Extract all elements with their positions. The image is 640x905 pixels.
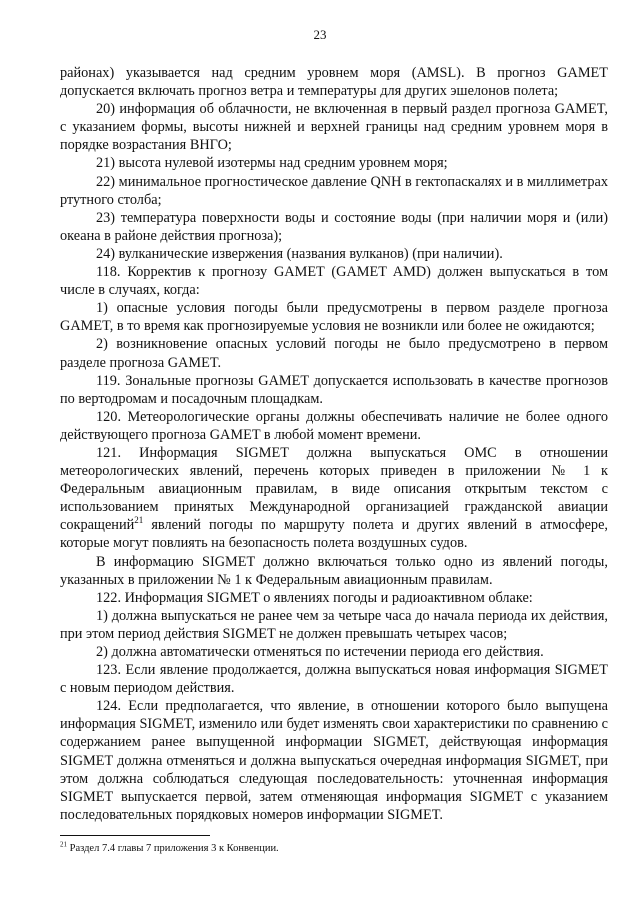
clause-121-text-continued: явлений погоды по маршруту полета и других явлений в атмосфере, которые могут повлиять на безопасность полета воздушных судов. [60, 517, 608, 552]
clause-124: 124. Если предполагается, что явление, в отношении которого было выпущена информация SIGMET, изменило или будет изменять свои характеристики по сравнению с содержанием ранее выпущенной информации SIGMET, действующая информация SIGMET должна отменяться и должна выпускаться очередная информация SIGMET, при этом должна соблюдаться следующая последовательность: уточненная информация SIGMET выпускается первой, затем отменяющая информация SIGMET с указанием последовательных порядковых номеров информации SIGMET. [60, 698, 608, 823]
clause-121-paragraph-2: В информацию SIGMET должно включаться только одно из явлений погоды, указанных в приложении № 1 к Федеральным авиационным правилам. [60, 553, 608, 588]
document-body [60, 64, 608, 824]
clause-122-item-2: 2) должна автоматически отменяться по истечении периода его действия. [96, 644, 544, 660]
clause-122-item-1: 1) должна выпускаться не ранее чем за четыре часа до начала периода их действия, при этом период действия SIGMET не должен превышать четырех часов; [60, 607, 608, 642]
footnote-text: Раздел 7.4 главы 7 приложения 3 к Конвенции. [67, 843, 279, 854]
footnote [60, 842, 608, 855]
list-item-22: 22) минимальное прогностическое давление QNH в гектопаскалях и в миллиметрах ртутного столба; [60, 173, 608, 208]
list-item-20: 20) информация об облачности, не включенная в первый раздел прогноза GAMET, с указанием формы, высоты нижней и верхней границы над средним уровнем моря в порядке возрастания ВНГО; [60, 101, 608, 154]
clause-121-text: 121. Информация SIGMET должна выпускаться ОМС в отношении метеорологических явлений, перечень которых приведен в приложении № 1 к Федеральным авиационным правилам, в виде описания открытым текстом с использованием принятых Международной организацией гражданской авиации сокращений [60, 444, 608, 534]
clause-120: 120. Метеорологические органы должны обеспечивать наличие не более одного действующего прогноза GAMET в любой момент времени. [60, 408, 608, 443]
clause-122: 122. Информация SIGMET о явлениях погоды и радиоактивном облаке: [96, 589, 533, 606]
paragraph-continuation: районах) указывается над средним уровнем моря (AMSL). В прогноз GAMET допускается включать прогноз ветра и температуры для других эшелонов полета; [60, 65, 608, 100]
clause-118-item-1: 1) опасные условия погоды были предусмотрены в первом разделе прогноза GAMET, в то время как прогнозируемые условия не возникли или более не ожидаются; [60, 300, 608, 335]
list-item-21: 21) высота нулевой изотермы над средним уровнем моря; [96, 155, 448, 172]
list-item-24: 24) вулканические извержения (названия вулканов) (при наличии). [96, 245, 503, 262]
clause-118-item-2: 2) возникновение опасных условий погоды не было предусмотрено в первом разделе прогноза GAMET. [60, 336, 608, 371]
clause-121 [60, 444, 608, 553]
list-item-23: 23) температура поверхности воды и состояние воды (при наличии моря и (или) океана в районе действия прогноза); [60, 209, 608, 244]
footnote-marker: 21 [60, 840, 67, 849]
clause-118: 118. Корректив к прогнозу GAMET (GAMET AMD) должен выпускаться в том числе в случаях, когда: [60, 264, 608, 299]
page-number: 23 [313, 27, 327, 42]
footnote-divider [60, 835, 210, 836]
footnote-reference[interactable]: 21 [134, 515, 144, 526]
clause-123: 123. Если явление продолжается, должна выпускаться новая информация SIGMET с новым периодом действия. [60, 662, 608, 697]
clause-119: 119. Зональные прогнозы GAMET допускается использовать в качестве прогнозов по вертодромам и посадочным площадкам. [60, 372, 608, 407]
